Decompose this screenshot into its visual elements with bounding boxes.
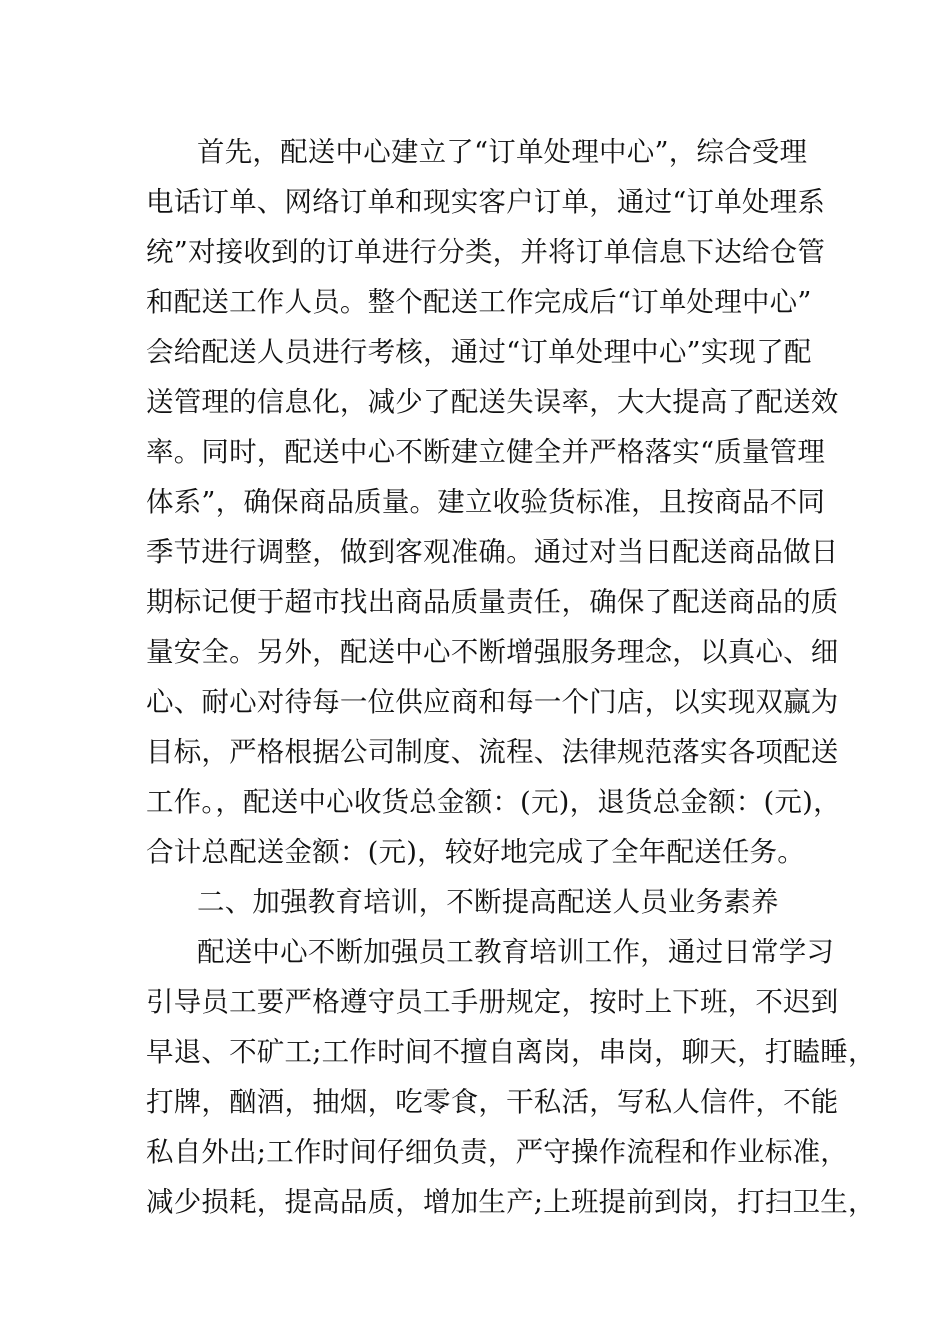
text-line: 减少损耗，提高品质，增加生产;上班提前到岗，打扫卫生， (146, 1186, 876, 1218)
text-line: 电话订单、网络订单和现实客户订单，通过“订单处理系 (146, 186, 826, 218)
text-line: 和配送工作人员。整个配送工作完成后“订单处理中心” (146, 286, 812, 318)
text-line: 目标，严格根据公司制度、流程、法律规范落实各项配送 (146, 736, 839, 768)
text-line: 季节进行调整，做到客观准确。通过对当日配送商品做日 (146, 536, 839, 568)
text-line: 早退、不矿工;工作时间不擅自离岗，串岗，聊天，打瞌睡， (146, 1036, 876, 1068)
text-line: 会给配送人员进行考核，通过“订单处理中心”实现了配 (146, 336, 812, 368)
text-line: 心、耐心对待每一位供应商和每一个门店，以实现双赢为 (146, 686, 839, 718)
text-line: 送管理的信息化，减少了配送失误率，大大提高了配送效 (146, 386, 839, 418)
text-line: 配送中心不断加强员工教育培训工作，通过日常学习 (197, 936, 835, 968)
text-line: 量安全。另外，配送中心不断增强服务理念，以真心、细 (146, 636, 839, 668)
text-line: 工作。，配送中心收货总金额：(元)，退货总金额：(元)， (146, 786, 841, 818)
text-line: 打牌，酗酒，抽烟，吃零食，干私活，写私人信件，不能 (146, 1086, 839, 1118)
text-line: 率。同时，配送中心不断建立健全并严格落实“质量管理 (146, 436, 826, 468)
section-heading: 二、加强教育培训，不断提高配送人员业务素养 (197, 886, 779, 918)
text-line: 引导员工要严格遵守员工手册规定，按时上下班，不迟到 (146, 986, 839, 1018)
text-line: 私自外出;工作时间仔细负责，严守操作流程和作业标准， (146, 1136, 848, 1168)
text-line: 体系”，确保商品质量。建立收验货标准，且按商品不同 (146, 486, 826, 518)
text-line: 首先，配送中心建立了“订单处理中心”，综合受理 (197, 136, 808, 168)
text-line: 合计总配送金额：(元)，较好地完成了全年配送任务。 (146, 836, 805, 868)
text-line: 期标记便于超市找出商品质量责任，确保了配送商品的质 (146, 586, 839, 618)
text-line: 统”对接收到的订单进行分类，并将订单信息下达给仓管 (146, 236, 826, 268)
